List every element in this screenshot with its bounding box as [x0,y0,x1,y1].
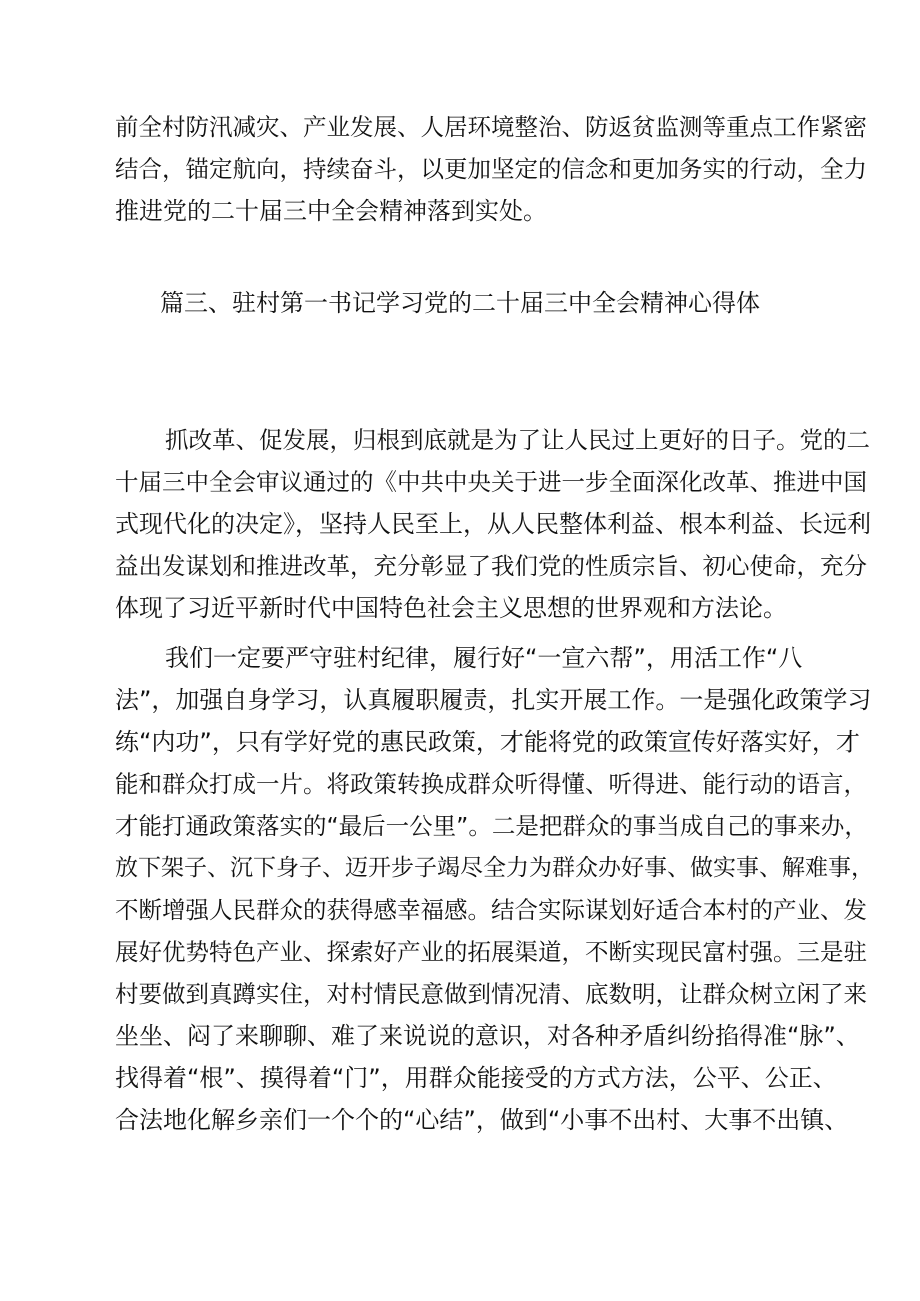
text-line: 村要做到真蹲实住，对村情民意做到情况清、底数明，让群众树立闲了来 [115,980,867,1008]
text-line: 体现了习近平新时代中国特色社会主义思想的世界观和方法论。 [115,594,787,622]
text-line: 前全村防汛减灾、产业发展、人居环境整治、防返贫监测等重点工作紧密 [115,113,867,141]
text-line: 找得着“根”、摸得着“门”，用群众能接受的方式方法，公平、公正、 [115,1064,837,1092]
text-line: 法”，加强自身学习，认真履职履责，扎实开展工作。一是强化政策学习 [115,686,872,714]
text-line: 合法地化解乡亲们一个个的“心结”，做到“小事不出村、大事不出镇、 [115,1106,849,1134]
text-line: 放下架子、沉下身子、迈开步子竭尽全力为群众办好事、做实事、解难事， [115,855,874,881]
text-line: 能和群众打成一片。将政策转换成群众听得懂、听得进、能行动的语言， [115,770,867,798]
text-line: 十届三中全会审议通过的《中共中央关于进一步全面深化改革、推进中国 [115,468,867,496]
text-line: 坐坐、闷了来聊聊、难了来说说的意识，对各种矛盾纠纷掐得准“脉”、 [115,1022,860,1050]
text-line: 式现代化的决定》，坚持人民至上，从人民整体利益、根本利益、长远利 [115,510,871,538]
text-line: 练“内功”，只有学好党的惠民政策，才能将党的政策宣传好落实好，才 [115,728,860,756]
text-line: 抓改革、促发展，归根到底就是为了让人民过上更好的日子。党的二 [165,426,870,454]
section-title: 篇三、驻村第一书记学习党的二十届三中全会精神心得体 [160,289,760,317]
text-line: 不断增强人民群众的获得感幸福感。结合实际谋划好适合本村的产业、发 [115,896,867,924]
text-line: 推进党的二十届三中全会精神落到实处。 [115,197,547,225]
text-line: 才能打通政策落实的“最后一公里”。二是把群众的事当成自己的事来办， [115,812,868,840]
text-line: 展好优势特色产业、探索好产业的拓展渠道，不断实现民富村强。三是驻 [115,938,867,966]
text-line: 我们一定要严守驻村纪律，履行好“一宣六帮”，用活工作“八 [165,644,803,672]
text-line: 结合，锚定航向，持续奋斗，以更加坚定的信念和更加务实的行动，全力 [115,155,867,183]
text-line: 益出发谋划和推进改革，充分彰显了我们党的性质宗旨、初心使命，充分 [115,552,867,580]
